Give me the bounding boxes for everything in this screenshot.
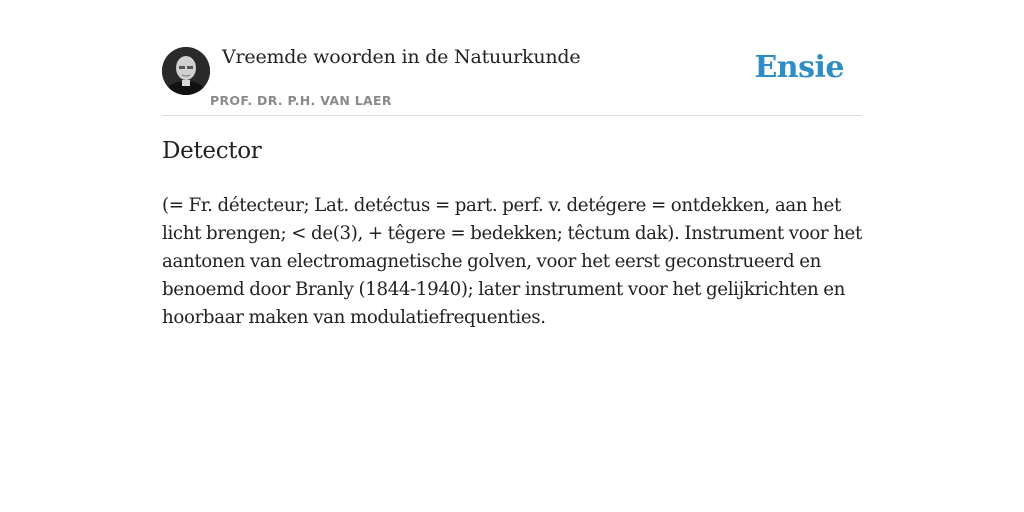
ensie-logo[interactable]: Ensie (754, 50, 844, 85)
header (162, 46, 862, 116)
author-portrait-icon[interactable] (162, 47, 210, 95)
book-title[interactable]: Vreemde woorden in de Natuurkunde (222, 46, 581, 68)
author-portrait-svg (162, 47, 210, 95)
entry-term: Detector (162, 138, 262, 164)
author-name[interactable]: PROF. DR. P.H. VAN LAER (210, 93, 392, 108)
entry-definition: (= Fr. détecteur; Lat. detéctus = part. perf. v. detégere = ontdekken, aan het licht brengen; < de(3), + têgere = bedekken; têctum dak). Instrument voor het aantonen van electromagnetische golven, voor het eerst geconstrueerd en benoemd door Branly (1844-1940); later instrument voor het gelijkrichten en hoorbaar maken van modulatiefrequenties. (162, 195, 862, 328)
